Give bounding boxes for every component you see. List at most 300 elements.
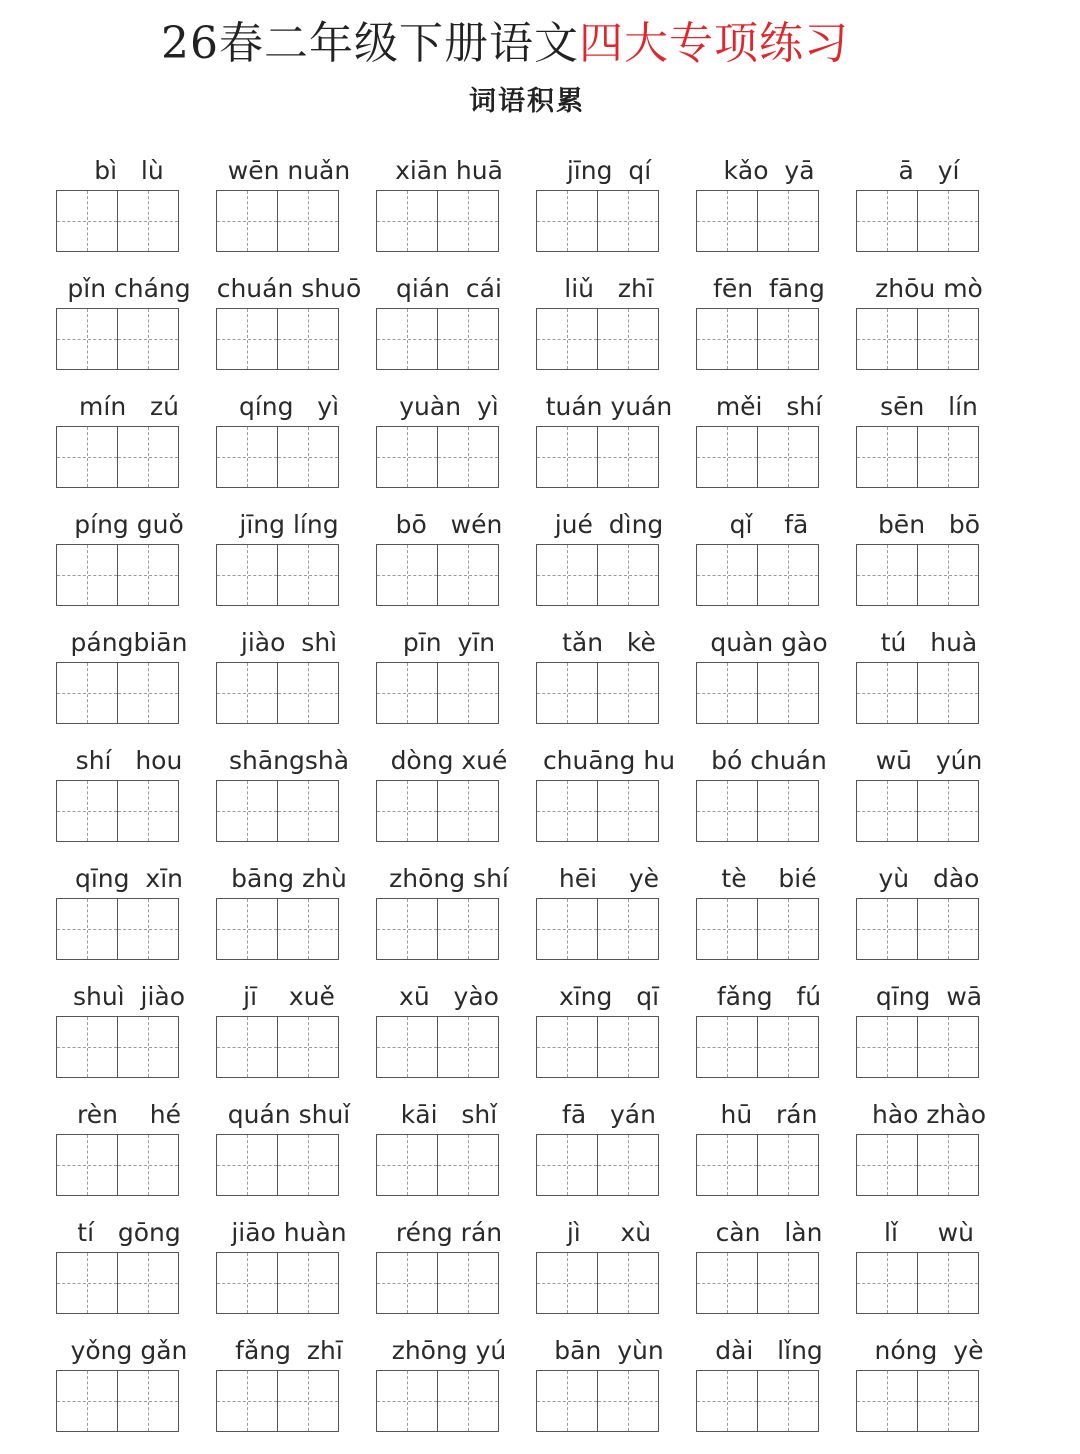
tianzige-box[interactable] bbox=[696, 1252, 758, 1314]
word-item bbox=[690, 1328, 848, 1446]
word-item bbox=[50, 266, 208, 384]
tianzige-box[interactable] bbox=[696, 190, 758, 252]
tianzige-box[interactable] bbox=[376, 1134, 438, 1196]
word-item bbox=[210, 856, 368, 974]
writing-boxes bbox=[216, 1370, 337, 1432]
pinyin-label: kāi shǐ bbox=[400, 1100, 498, 1129]
word-item bbox=[210, 384, 368, 502]
pinyin-label: pīn yīn bbox=[402, 628, 496, 657]
tianzige-box[interactable] bbox=[597, 1252, 659, 1314]
tianzige-box[interactable] bbox=[597, 308, 659, 370]
tianzige-box[interactable] bbox=[437, 662, 499, 724]
word-item bbox=[370, 1092, 528, 1210]
word-item bbox=[850, 148, 1008, 266]
tianzige-box[interactable] bbox=[696, 780, 758, 842]
pinyin-label: jì xù bbox=[566, 1218, 652, 1247]
tianzige-box[interactable] bbox=[277, 898, 339, 960]
writing-boxes bbox=[376, 1016, 497, 1078]
tianzige-box[interactable] bbox=[277, 426, 339, 488]
tianzige-box[interactable] bbox=[536, 190, 598, 252]
tianzige-box[interactable] bbox=[376, 426, 438, 488]
writing-boxes bbox=[56, 1134, 177, 1196]
pinyin-label: hēi yè bbox=[558, 864, 660, 893]
word-item bbox=[370, 384, 528, 502]
writing-boxes bbox=[536, 1016, 657, 1078]
word-item bbox=[850, 1092, 1008, 1210]
tianzige-box[interactable] bbox=[536, 1016, 598, 1078]
tianzige-box[interactable] bbox=[376, 308, 438, 370]
pinyin-label: dòng xué bbox=[390, 746, 508, 775]
word-grid bbox=[50, 148, 986, 1446]
tianzige-box[interactable] bbox=[56, 544, 118, 606]
tianzige-box[interactable] bbox=[757, 426, 819, 488]
tianzige-box[interactable] bbox=[117, 780, 179, 842]
tianzige-box[interactable] bbox=[376, 1252, 438, 1314]
pinyin-label: qīng xīn bbox=[74, 864, 183, 893]
tianzige-box[interactable] bbox=[856, 898, 918, 960]
page-title bbox=[0, 14, 1010, 74]
word-item bbox=[50, 1328, 208, 1446]
pinyin-label: dài lǐng bbox=[715, 1336, 823, 1365]
writing-boxes bbox=[376, 544, 497, 606]
pinyin-label: bāng zhù bbox=[231, 864, 347, 893]
writing-boxes bbox=[696, 1252, 817, 1314]
tianzige-box[interactable] bbox=[56, 308, 118, 370]
pinyin-label: lǐ wù bbox=[884, 1218, 974, 1247]
pinyin-label: shí hou bbox=[75, 746, 183, 775]
word-item bbox=[530, 974, 688, 1092]
word-item bbox=[370, 856, 528, 974]
tianzige-box[interactable] bbox=[117, 1134, 179, 1196]
pinyin-label: shāngshà bbox=[228, 746, 350, 775]
pinyin-label: bēn bō bbox=[877, 510, 981, 539]
writing-boxes bbox=[856, 190, 977, 252]
tianzige-box[interactable] bbox=[216, 1134, 278, 1196]
tianzige-box[interactable] bbox=[597, 544, 659, 606]
word-item bbox=[690, 856, 848, 974]
pinyin-label: hū rán bbox=[720, 1100, 818, 1129]
word-item bbox=[850, 974, 1008, 1092]
tianzige-box[interactable] bbox=[757, 1252, 819, 1314]
tianzige-box[interactable] bbox=[56, 1016, 118, 1078]
tianzige-box[interactable] bbox=[597, 780, 659, 842]
tianzige-box[interactable] bbox=[376, 780, 438, 842]
tianzige-box[interactable] bbox=[117, 662, 179, 724]
writing-boxes bbox=[376, 898, 497, 960]
pinyin-label: wēn nuǎn bbox=[227, 156, 351, 185]
writing-boxes bbox=[856, 426, 977, 488]
tianzige-box[interactable] bbox=[917, 426, 979, 488]
word-item bbox=[370, 502, 528, 620]
pinyin-label: tuán yuán bbox=[545, 392, 673, 421]
tianzige-box[interactable] bbox=[696, 1016, 758, 1078]
word-item bbox=[850, 384, 1008, 502]
pinyin-label: bó chuán bbox=[711, 746, 827, 775]
writing-boxes bbox=[56, 1016, 177, 1078]
tianzige-box[interactable] bbox=[56, 1370, 118, 1432]
tianzige-box[interactable] bbox=[437, 898, 499, 960]
tianzige-box[interactable] bbox=[597, 1016, 659, 1078]
tianzige-box[interactable] bbox=[856, 544, 918, 606]
word-item bbox=[210, 974, 368, 1092]
tianzige-box[interactable] bbox=[216, 1252, 278, 1314]
tianzige-box[interactable] bbox=[437, 1016, 499, 1078]
pinyin-label: tú huà bbox=[880, 628, 978, 657]
word-item bbox=[690, 974, 848, 1092]
tianzige-box[interactable] bbox=[56, 662, 118, 724]
tianzige-box[interactable] bbox=[376, 662, 438, 724]
tianzige-box[interactable] bbox=[856, 308, 918, 370]
writing-boxes bbox=[536, 898, 657, 960]
tianzige-box[interactable] bbox=[376, 1016, 438, 1078]
pinyin-label: réng rán bbox=[395, 1218, 503, 1247]
tianzige-box[interactable] bbox=[856, 1370, 918, 1432]
tianzige-box[interactable] bbox=[917, 190, 979, 252]
pinyin-label: quàn gào bbox=[710, 628, 828, 657]
pinyin-label: xiān huā bbox=[395, 156, 503, 185]
tianzige-box[interactable] bbox=[597, 426, 659, 488]
word-item bbox=[530, 856, 688, 974]
pinyin-label: kǎo yā bbox=[723, 156, 815, 185]
pinyin-label: càn làn bbox=[715, 1218, 823, 1247]
word-item bbox=[50, 1210, 208, 1328]
tianzige-box[interactable] bbox=[856, 780, 918, 842]
pinyin-label: tí gōng bbox=[77, 1218, 181, 1247]
page-subtitle: 词语积累 bbox=[469, 86, 585, 117]
word-item bbox=[370, 148, 528, 266]
tianzige-box[interactable] bbox=[696, 662, 758, 724]
writing-boxes bbox=[376, 190, 497, 252]
tianzige-box[interactable] bbox=[117, 308, 179, 370]
tianzige-box[interactable] bbox=[56, 426, 118, 488]
writing-boxes bbox=[376, 1370, 497, 1432]
word-item bbox=[690, 384, 848, 502]
word-item bbox=[210, 266, 368, 384]
writing-boxes bbox=[216, 544, 337, 606]
word-item bbox=[50, 1092, 208, 1210]
pinyin-label: yù dào bbox=[878, 864, 980, 893]
word-item bbox=[370, 1210, 528, 1328]
tianzige-box[interactable] bbox=[56, 1134, 118, 1196]
word-item bbox=[210, 1092, 368, 1210]
word-item bbox=[50, 148, 208, 266]
tianzige-box[interactable] bbox=[536, 662, 598, 724]
word-item bbox=[530, 738, 688, 856]
writing-boxes bbox=[56, 190, 177, 252]
tianzige-box[interactable] bbox=[56, 1252, 118, 1314]
writing-boxes bbox=[536, 1252, 657, 1314]
tianzige-box[interactable] bbox=[757, 1370, 819, 1432]
word-item bbox=[530, 148, 688, 266]
word-item bbox=[850, 1210, 1008, 1328]
tianzige-box[interactable] bbox=[917, 780, 979, 842]
pinyin-label: chuán shuō bbox=[216, 274, 362, 303]
tianzige-box[interactable] bbox=[117, 190, 179, 252]
word-item bbox=[690, 620, 848, 738]
tianzige-box[interactable] bbox=[597, 662, 659, 724]
tianzige-box[interactable] bbox=[917, 544, 979, 606]
word-item bbox=[690, 1092, 848, 1210]
writing-boxes bbox=[56, 544, 177, 606]
word-item bbox=[850, 266, 1008, 384]
pinyin-label: zhōng shí bbox=[389, 864, 509, 893]
tianzige-box[interactable] bbox=[856, 1134, 918, 1196]
tianzige-box[interactable] bbox=[277, 1370, 339, 1432]
writing-boxes bbox=[696, 780, 817, 842]
tianzige-box[interactable] bbox=[536, 544, 598, 606]
pinyin-label: fēn fāng bbox=[713, 274, 825, 303]
tianzige-box[interactable] bbox=[216, 898, 278, 960]
tianzige-box[interactable] bbox=[216, 662, 278, 724]
word-item bbox=[850, 856, 1008, 974]
writing-boxes bbox=[536, 308, 657, 370]
tianzige-box[interactable] bbox=[917, 898, 979, 960]
word-item bbox=[370, 1328, 528, 1446]
word-item bbox=[850, 502, 1008, 620]
tianzige-box[interactable] bbox=[216, 780, 278, 842]
writing-boxes bbox=[856, 544, 977, 606]
writing-boxes bbox=[696, 308, 817, 370]
tianzige-box[interactable] bbox=[917, 1016, 979, 1078]
tianzige-box[interactable] bbox=[536, 898, 598, 960]
tianzige-box[interactable] bbox=[757, 1016, 819, 1078]
pinyin-label: jiāo huàn bbox=[231, 1218, 347, 1247]
writing-boxes bbox=[376, 1252, 497, 1314]
tianzige-box[interactable] bbox=[437, 426, 499, 488]
writing-boxes bbox=[856, 1016, 977, 1078]
tianzige-box[interactable] bbox=[536, 780, 598, 842]
writing-boxes bbox=[856, 780, 977, 842]
writing-boxes bbox=[536, 662, 657, 724]
writing-boxes bbox=[536, 1370, 657, 1432]
tianzige-box[interactable] bbox=[597, 190, 659, 252]
tianzige-box[interactable] bbox=[757, 780, 819, 842]
tianzige-box[interactable] bbox=[536, 1252, 598, 1314]
tianzige-box[interactable] bbox=[536, 1134, 598, 1196]
tianzige-box[interactable] bbox=[696, 898, 758, 960]
tianzige-box[interactable] bbox=[216, 1370, 278, 1432]
tianzige-box[interactable] bbox=[757, 1134, 819, 1196]
writing-boxes bbox=[216, 190, 337, 252]
writing-boxes bbox=[536, 780, 657, 842]
tianzige-box[interactable] bbox=[376, 1370, 438, 1432]
writing-boxes bbox=[856, 662, 977, 724]
word-item bbox=[690, 1210, 848, 1328]
writing-boxes bbox=[216, 898, 337, 960]
pinyin-label: chuāng hu bbox=[542, 746, 676, 775]
tianzige-box[interactable] bbox=[917, 1134, 979, 1196]
writing-boxes bbox=[696, 1370, 817, 1432]
tianzige-box[interactable] bbox=[117, 898, 179, 960]
pinyin-label: jīng qí bbox=[566, 156, 652, 185]
writing-boxes bbox=[376, 426, 497, 488]
pinyin-label: qīng wā bbox=[875, 982, 983, 1011]
tianzige-box[interactable] bbox=[757, 308, 819, 370]
tianzige-box[interactable] bbox=[277, 1134, 339, 1196]
tianzige-box[interactable] bbox=[536, 308, 598, 370]
tianzige-box[interactable] bbox=[917, 1370, 979, 1432]
word-item bbox=[50, 856, 208, 974]
tianzige-box[interactable] bbox=[437, 1134, 499, 1196]
tianzige-box[interactable] bbox=[917, 662, 979, 724]
tianzige-box[interactable] bbox=[597, 1134, 659, 1196]
tianzige-box[interactable] bbox=[277, 662, 339, 724]
writing-boxes bbox=[56, 1252, 177, 1314]
writing-boxes bbox=[696, 898, 817, 960]
writing-boxes bbox=[56, 426, 177, 488]
word-item bbox=[690, 148, 848, 266]
tianzige-box[interactable] bbox=[437, 544, 499, 606]
tianzige-box[interactable] bbox=[376, 898, 438, 960]
writing-boxes bbox=[696, 1134, 817, 1196]
writing-boxes bbox=[536, 426, 657, 488]
writing-boxes bbox=[536, 1134, 657, 1196]
writing-boxes bbox=[216, 1134, 337, 1196]
tianzige-box[interactable] bbox=[856, 662, 918, 724]
tianzige-box[interactable] bbox=[696, 1370, 758, 1432]
tianzige-box[interactable] bbox=[117, 426, 179, 488]
writing-boxes bbox=[376, 662, 497, 724]
tianzige-box[interactable] bbox=[437, 190, 499, 252]
writing-boxes bbox=[56, 898, 177, 960]
tianzige-box[interactable] bbox=[757, 544, 819, 606]
tianzige-box[interactable] bbox=[277, 1016, 339, 1078]
writing-boxes bbox=[696, 1016, 817, 1078]
pinyin-label: liǔ zhī bbox=[564, 274, 654, 303]
word-item bbox=[370, 974, 528, 1092]
pinyin-label: hào zhào bbox=[872, 1100, 986, 1129]
word-item bbox=[850, 738, 1008, 856]
tianzige-box[interactable] bbox=[757, 898, 819, 960]
tianzige-box[interactable] bbox=[277, 190, 339, 252]
word-item bbox=[210, 148, 368, 266]
writing-boxes bbox=[216, 662, 337, 724]
pinyin-label: qǐ fā bbox=[729, 510, 809, 539]
pinyin-label: sēn lín bbox=[880, 392, 978, 421]
writing-boxes bbox=[856, 1252, 977, 1314]
writing-boxes bbox=[56, 308, 177, 370]
tianzige-box[interactable] bbox=[597, 1370, 659, 1432]
word-item bbox=[690, 266, 848, 384]
tianzige-box[interactable] bbox=[56, 780, 118, 842]
pinyin-label: jiào shì bbox=[240, 628, 338, 657]
word-item bbox=[850, 1328, 1008, 1446]
pinyin-label: xū yào bbox=[399, 982, 499, 1011]
tianzige-box[interactable] bbox=[696, 308, 758, 370]
writing-boxes bbox=[216, 1016, 337, 1078]
tianzige-box[interactable] bbox=[277, 308, 339, 370]
tianzige-box[interactable] bbox=[277, 544, 339, 606]
word-item bbox=[530, 502, 688, 620]
tianzige-box[interactable] bbox=[536, 426, 598, 488]
word-item bbox=[50, 738, 208, 856]
tianzige-box[interactable] bbox=[216, 190, 278, 252]
pinyin-label: quán shuǐ bbox=[227, 1100, 351, 1129]
pinyin-label: rèn hé bbox=[77, 1100, 181, 1129]
pinyin-label: fā yán bbox=[562, 1100, 656, 1129]
tianzige-box[interactable] bbox=[437, 780, 499, 842]
tianzige-box[interactable] bbox=[117, 1252, 179, 1314]
writing-boxes bbox=[376, 1134, 497, 1196]
tianzige-box[interactable] bbox=[917, 1252, 979, 1314]
tianzige-box[interactable] bbox=[277, 1252, 339, 1314]
writing-boxes bbox=[856, 308, 977, 370]
writing-boxes bbox=[696, 662, 817, 724]
tianzige-box[interactable] bbox=[696, 544, 758, 606]
pinyin-label: měi shí bbox=[715, 392, 823, 421]
tianzige-box[interactable] bbox=[856, 190, 918, 252]
tianzige-box[interactable] bbox=[856, 1252, 918, 1314]
writing-boxes bbox=[376, 780, 497, 842]
tianzige-box[interactable] bbox=[597, 898, 659, 960]
tianzige-box[interactable] bbox=[56, 190, 118, 252]
word-item bbox=[530, 1328, 688, 1446]
pinyin-label: píng guǒ bbox=[74, 510, 184, 539]
word-item bbox=[210, 1210, 368, 1328]
pinyin-label: shuì jiào bbox=[72, 982, 186, 1011]
tianzige-box[interactable] bbox=[917, 308, 979, 370]
tianzige-box[interactable] bbox=[117, 544, 179, 606]
word-item bbox=[530, 266, 688, 384]
tianzige-box[interactable] bbox=[696, 426, 758, 488]
word-item bbox=[690, 738, 848, 856]
word-item bbox=[530, 1092, 688, 1210]
tianzige-box[interactable] bbox=[216, 544, 278, 606]
tianzige-box[interactable] bbox=[216, 426, 278, 488]
pinyin-label: qián cái bbox=[396, 274, 502, 303]
writing-boxes bbox=[696, 426, 817, 488]
pinyin-label: qíng yì bbox=[238, 392, 340, 421]
tianzige-box[interactable] bbox=[437, 1370, 499, 1432]
tianzige-box[interactable] bbox=[437, 308, 499, 370]
writing-boxes bbox=[536, 190, 657, 252]
pinyin-label: zhōu mò bbox=[875, 274, 983, 303]
writing-boxes bbox=[696, 544, 817, 606]
tianzige-box[interactable] bbox=[536, 1370, 598, 1432]
tianzige-box[interactable] bbox=[757, 190, 819, 252]
writing-boxes bbox=[856, 1134, 977, 1196]
word-item bbox=[530, 1210, 688, 1328]
tianzige-box[interactable] bbox=[216, 308, 278, 370]
pinyin-label: yuàn yì bbox=[399, 392, 499, 421]
tianzige-box[interactable] bbox=[856, 1016, 918, 1078]
tianzige-box[interactable] bbox=[56, 898, 118, 960]
pinyin-label: jīng líng bbox=[239, 510, 339, 539]
writing-boxes bbox=[856, 898, 977, 960]
writing-boxes bbox=[376, 308, 497, 370]
tianzige-box[interactable] bbox=[696, 1134, 758, 1196]
tianzige-box[interactable] bbox=[216, 1016, 278, 1078]
tianzige-box[interactable] bbox=[117, 1370, 179, 1432]
tianzige-box[interactable] bbox=[117, 1016, 179, 1078]
word-item bbox=[50, 502, 208, 620]
tianzige-box[interactable] bbox=[277, 780, 339, 842]
writing-boxes bbox=[216, 1252, 337, 1314]
writing-boxes bbox=[56, 780, 177, 842]
pinyin-label: bān yùn bbox=[554, 1336, 664, 1365]
pinyin-label: jué dìng bbox=[554, 510, 664, 539]
tianzige-box[interactable] bbox=[437, 1252, 499, 1314]
word-item bbox=[850, 620, 1008, 738]
tianzige-box[interactable] bbox=[376, 190, 438, 252]
tianzige-box[interactable] bbox=[376, 544, 438, 606]
pinyin-label: tǎn kè bbox=[562, 628, 656, 657]
tianzige-box[interactable] bbox=[856, 426, 918, 488]
tianzige-box[interactable] bbox=[757, 662, 819, 724]
title-highlight: 四大专项练习 bbox=[579, 18, 849, 69]
pinyin-label: fǎng fú bbox=[716, 982, 822, 1011]
pinyin-label: bì lù bbox=[94, 156, 164, 185]
